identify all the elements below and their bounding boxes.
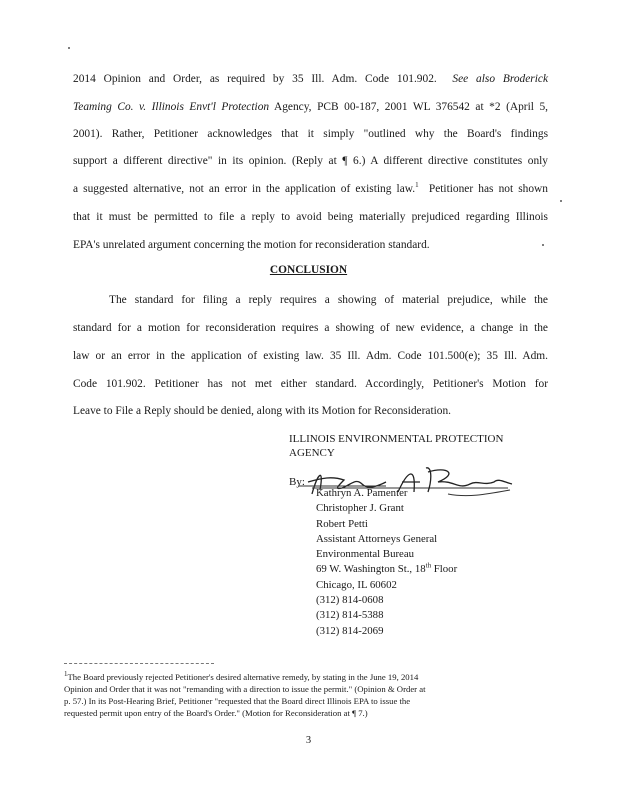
body-line-4: support a different directive" in its opinion. (Reply at ¶ 6.) A different directive constitutes only: [73, 155, 548, 167]
phone-2: (312) 814-5388: [316, 609, 384, 622]
attorney-block: [316, 486, 457, 639]
footnote-separator: [64, 663, 214, 664]
footnote-line-2: Opinion and Order that it was not "remanding with a direction to issue the permit." (Opinion & Order at: [64, 684, 426, 694]
city-state-zip: Chicago, IL 60602: [316, 578, 397, 591]
footnote-line-3: p. 57.) In its Post-Hearing Brief, Petitioner "requested that the Board direct Illinois EPA to issue the: [64, 696, 411, 706]
body-line-7: EPA's unrelated argument concerning the motion for reconsideration standard.: [73, 239, 430, 251]
attorney-name-2: Christopher J. Grant: [316, 502, 404, 515]
attorney-title: Assistant Attorneys General: [316, 532, 438, 545]
conclusion-heading: CONCLUSION: [269, 264, 348, 276]
page-number: 3: [305, 735, 312, 746]
conclusion-line-5: Leave to File a Reply should be denied, along with its Motion for Reconsideration.: [73, 405, 452, 417]
phone-3: (312) 814-2069: [316, 624, 384, 637]
footnote-line-4: requested permit upon entry of the Board's Order." (Motion for Reconsideration at ¶ 7.): [64, 708, 368, 718]
scan-dot: [68, 47, 70, 49]
body-line-5: a suggested alternative, not an error in the application of existing law.$^1$ Petitioner has not shown: [73, 181, 548, 195]
body-line-3: 2001). Rather, Petitioner acknowledges that it simply "outlined why the Board's findings: [73, 128, 548, 140]
conclusion-line-4: Code 101.902. Petitioner has not met either standard. Accordingly, Petitioner's Motion for: [73, 378, 548, 390]
footnote-ref: 1: [415, 181, 419, 190]
footnote-line-1: $^1$The Board previously rejected Petitioner's desired alternative remedy, by stating in the June 19, 2014: [64, 670, 419, 682]
conclusion-line-2: standard for a motion for reconsideration requires a showing of new evidence, a change in the: [73, 322, 548, 334]
bureau-name: Environmental Bureau: [316, 548, 415, 561]
body-line-6: that it must be permitted to file a reply to avoid being materially prejudiced regarding Illinois: [73, 211, 548, 223]
conclusion-line-1: The standard for filing a reply requires a showing of material prejudice, while the: [109, 294, 548, 306]
agency-name-line-2: AGENCY: [289, 447, 335, 459]
street-address: 69 W. Washington St., 18th Floor: [316, 561, 458, 576]
by-label: By:: [289, 476, 305, 488]
conclusion-line-3: law or an error in the application of existing law. 35 Ill. Adm. Code 101.500(e); 35 Ill. Adm.: [73, 350, 548, 362]
attorney-name-1: Kathryn A. Pamenter: [316, 487, 408, 499]
attorney-name-3: Robert Petti: [316, 517, 368, 530]
body-line-1: 2014 Opinion and Order, as required by 35 Ill. Adm. Code 101.902. See also Broderick: [73, 73, 548, 85]
agency-name-line-1: ILLINOIS ENVIRONMENTAL PROTECTION: [289, 433, 504, 445]
body-line-2: Teaming Co. v. Illinois Envt'l Protection Agency, PCB 00-187, 2001 WL 376542 at *2 (April 5,: [73, 101, 548, 113]
phone-1: (312) 814-0608: [316, 594, 384, 607]
scan-dot: [560, 200, 562, 202]
